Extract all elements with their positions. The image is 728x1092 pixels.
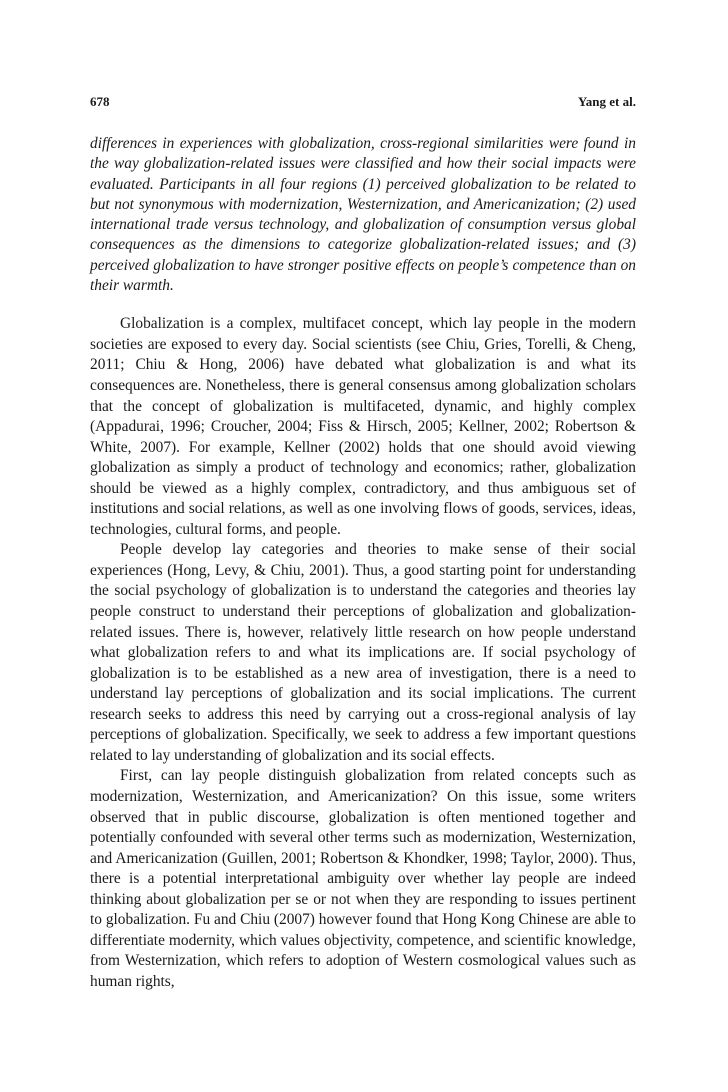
running-head-authors: Yang et al.: [577, 94, 636, 109]
page: [90, 94, 636, 992]
running-head: [90, 94, 636, 114]
page-number: 678: [90, 94, 110, 109]
paragraph: People develop lay categories and theories to make sense of their social experiences (Hong, Levy, & Chiu, 2001). Thus, a good starting point for understanding the social psychology of globalization is to understand the categories and theories lay people construct to understand their perceptions of globalization and globalization-related issues. There is, however, relatively little research on how people understand what globalization refers to and what its implications are. If social psychology of globalization is to be established as a new area of investigation, there is a need to understand lay perceptions of globalization and its social implications. The current research seeks to address this need by carrying out a cross-regional analysis of lay perceptions of globalization. Specifically, we seek to address a few important questions related to lay understanding of globalization and its social effects.: [90, 541, 636, 764]
paragraph: Globalization is a complex, multifacet concept, which lay people in the modern societies are exposed to every day. Social scientists (see Chiu, Gries, Torelli, & Cheng, 2011; Chiu & Hong, 2006) have debated what globalization is and what its consequences are. Nonetheless, there is general consensus among globalization scholars that the concept of globalization is multifaceted, dynamic, and highly complex (Appadurai, 1996; Croucher, 2004; Fiss & Hirsch, 2005; Kellner, 2002; Robertson & White, 2007). For example, Kellner (2002) holds that one should avoid viewing globalization as simply a product of technology and economics; rather, globalization should be viewed as a highly complex, contradictory, and thus ambiguous set of institutions and social relations, as well as one involving flows of goods, services, ideas, technologies, cultural forms, and people.: [90, 315, 636, 538]
abstract-continuation: differences in experiences with globalization, cross-regional similarities were found in the way globalization-related issues were classified and how their social impacts were evaluated. Participants in all four regions (1) perceived globalization to be related to but not synonymous with modernization, Westernization, and Americanization; (2) used international trade versus technology, and globalization of consumption versus global consequences as the dimensions to categorize globalization-related issues; and (3) perceived globalization to have stronger positive effects on people’s competence than on their warmth.: [90, 135, 636, 295]
paragraph: First, can lay people distinguish globalization from related concepts such as modernization, Westernization, and Americanization? On this issue, some writers observed that in public discourse, globalization is often mentioned together and potentially confounded with several other terms such as modernization, Westernization, and Americanization (Guillen, 2001; Robertson & Khondker, 1998; Taylor, 2000). Thus, there is a potential interpretational ambiguity over whether lay people are indeed thinking about globalization per se or not when they are responding to issues pertinent to globalization. Fu and Chiu (2007) however found that Hong Kong Chinese are able to differentiate modernity, which values objectivity, competence, and scientific knowledge, from Westernization, which refers to adoption of Western cosmological values such as human rights,: [90, 767, 636, 990]
body-text: [90, 314, 636, 992]
